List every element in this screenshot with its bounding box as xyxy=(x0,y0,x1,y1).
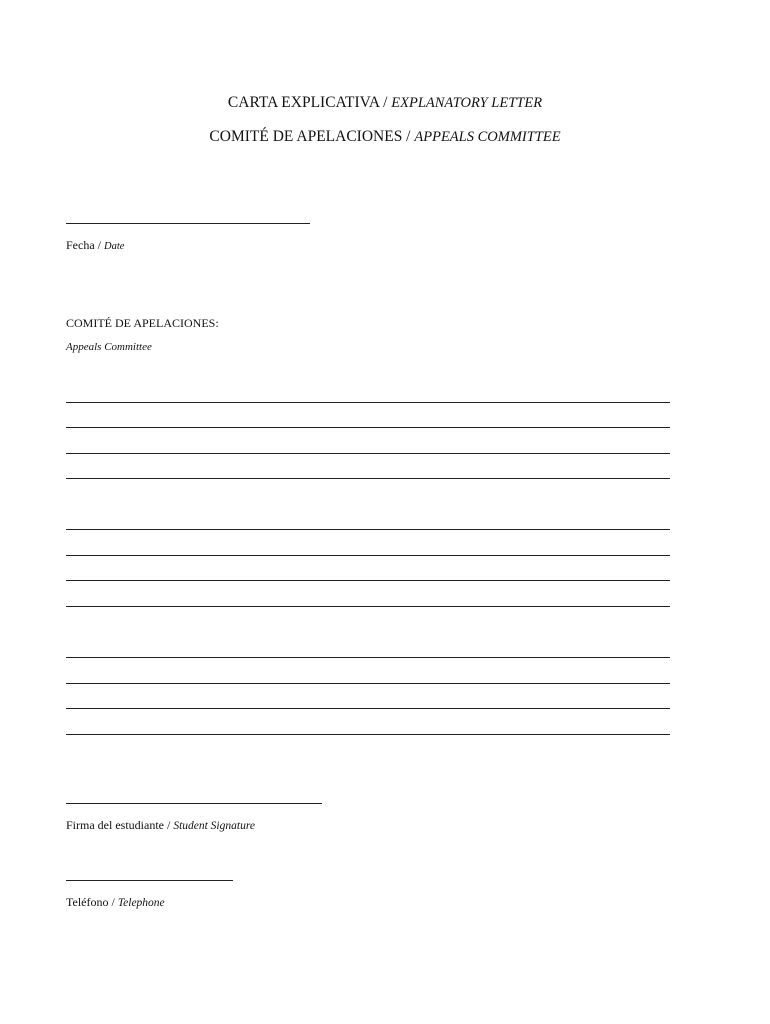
letter-line[interactable] xyxy=(66,478,670,479)
letter-line[interactable] xyxy=(66,708,670,709)
addressee-title: COMITÉ DE APELACIONES: xyxy=(66,316,219,330)
telephone-label-english: Telephone xyxy=(117,897,165,909)
signature-label-spanish: Firma del estudiante / xyxy=(66,818,174,832)
letter-line[interactable] xyxy=(66,657,670,658)
title-english: EXPLANATORY LETTER xyxy=(391,95,543,111)
telephone-field-line[interactable] xyxy=(66,880,233,881)
date-label-english: Date xyxy=(104,241,125,252)
subtitle-spanish: COMITÉ DE APELACIONES / xyxy=(209,128,415,145)
document-title xyxy=(0,94,770,112)
letter-line[interactable] xyxy=(66,606,670,607)
letter-line[interactable] xyxy=(66,734,670,735)
document-subtitle xyxy=(0,128,770,146)
letter-line[interactable] xyxy=(66,580,670,581)
telephone-label xyxy=(66,895,165,910)
letter-line[interactable] xyxy=(66,453,670,454)
subtitle-english: APPEALS COMMITTEE xyxy=(414,129,561,145)
signature-field-line[interactable] xyxy=(66,803,322,804)
letter-line[interactable] xyxy=(66,427,670,428)
date-label-spanish: Fecha / xyxy=(66,238,104,252)
letter-line[interactable] xyxy=(66,683,670,684)
letter-line[interactable] xyxy=(66,402,670,403)
addressee-subtitle: Appeals Committee xyxy=(66,341,152,353)
date-field-line[interactable] xyxy=(66,223,310,224)
letter-line[interactable] xyxy=(66,555,670,556)
title-spanish: CARTA EXPLICATIVA / xyxy=(227,94,392,111)
signature-label xyxy=(66,818,255,833)
date-label xyxy=(66,238,124,253)
signature-label-english: Student Signature xyxy=(173,820,255,832)
letter-line[interactable] xyxy=(66,529,670,530)
telephone-label-spanish: Teléfono / xyxy=(66,895,118,909)
